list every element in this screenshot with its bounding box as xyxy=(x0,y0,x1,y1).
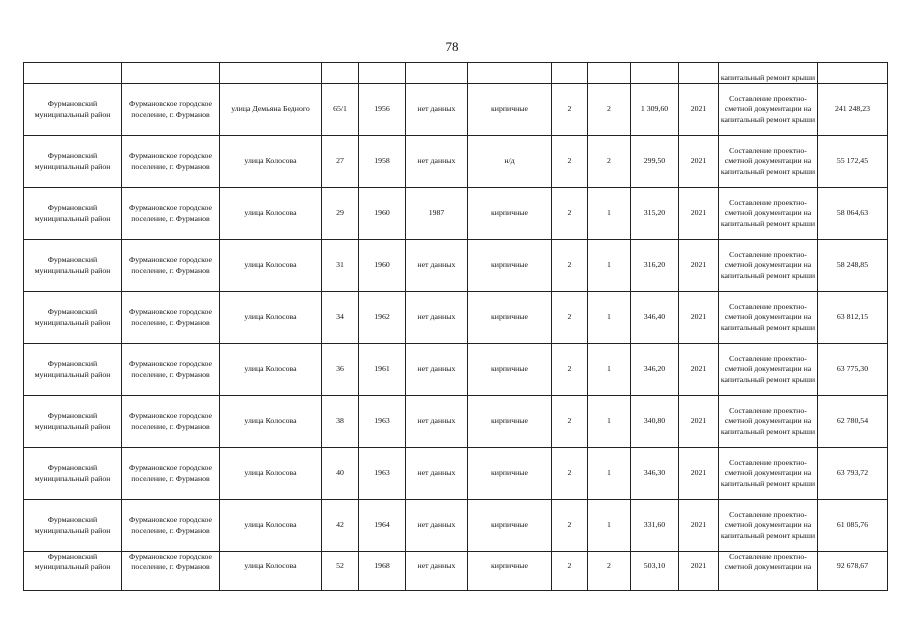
table-row xyxy=(24,448,888,500)
cell-last-repair: нет данных xyxy=(406,84,468,136)
table-row-continued xyxy=(24,63,888,84)
cell-wall-material xyxy=(468,63,552,84)
cell-plan-year: 2021 xyxy=(679,448,719,500)
cell-settlement: Фурмановское городское поселение, г. Фурманов xyxy=(122,344,220,396)
table-row xyxy=(24,240,888,292)
cell-cost: 58 064,63 xyxy=(818,188,888,240)
cell-district: Фурмановский муниципальный район xyxy=(24,84,122,136)
cell-cost: 241 248,23 xyxy=(818,84,888,136)
cell-wall-material: кирпичные xyxy=(468,188,552,240)
cell-last-repair: нет данных xyxy=(406,396,468,448)
cell-floors: 2 xyxy=(552,136,588,188)
table-row xyxy=(24,84,888,136)
cell-wall-material: кирпичные xyxy=(468,292,552,344)
cell-house: 27 xyxy=(322,136,359,188)
cell-settlement: Фурмановское городское поселение, г. Фурманов xyxy=(122,188,220,240)
cell-house: 38 xyxy=(322,396,359,448)
cell-floors: 2 xyxy=(552,292,588,344)
table-row xyxy=(24,500,888,552)
cell-work-type: Составление проектно-сметной документации на капитальный ремонт крыши xyxy=(719,136,818,188)
cell-area: 340,80 xyxy=(631,396,679,448)
cell-entrances: 2 xyxy=(588,552,631,591)
cell-entrances: 2 xyxy=(588,84,631,136)
cell-cost: 63 812,15 xyxy=(818,292,888,344)
cell-year-built: 1958 xyxy=(359,136,406,188)
cell-last-repair: нет данных xyxy=(406,552,468,591)
cell-area: 346,20 xyxy=(631,344,679,396)
cell-area: 1 309,60 xyxy=(631,84,679,136)
table-row xyxy=(24,136,888,188)
cell-cost: 92 678,67 xyxy=(818,552,888,591)
cell-area: 315,20 xyxy=(631,188,679,240)
table-body xyxy=(24,63,888,591)
cell-wall-material: кирпичные xyxy=(468,344,552,396)
cell-district: Фурмановский муниципальный район xyxy=(24,396,122,448)
cell-cost: 58 248,85 xyxy=(818,240,888,292)
cell-work-type: Составление проектно-сметной документации на капитальный ремонт крыши xyxy=(719,500,818,552)
cell-floors: 2 xyxy=(552,240,588,292)
cell-entrances: 1 xyxy=(588,240,631,292)
cell-street: улица Колосова xyxy=(220,136,322,188)
cell-entrances: 1 xyxy=(588,500,631,552)
cell-cost: 55 172,45 xyxy=(818,136,888,188)
table-row xyxy=(24,188,888,240)
cell-settlement: Фурмановское городское поселение, г. Фурманов xyxy=(122,84,220,136)
cell-work-type: Составление проектно-сметной документации на капитальный ремонт крыши xyxy=(719,292,818,344)
cell-area: 299,50 xyxy=(631,136,679,188)
cell-year-built: 1963 xyxy=(359,396,406,448)
cell-plan-year: 2021 xyxy=(679,292,719,344)
cell-area: 503,10 xyxy=(631,552,679,591)
cell-plan-year: 2021 xyxy=(679,344,719,396)
cell-street: улица Демьяна Бедного xyxy=(220,84,322,136)
cell-year-built: 1960 xyxy=(359,240,406,292)
cell-house: 52 xyxy=(322,552,359,591)
cell-wall-material: кирпичные xyxy=(468,240,552,292)
cell-street xyxy=(220,63,322,84)
table-row xyxy=(24,292,888,344)
cell-district: Фурмановский муниципальный район xyxy=(24,188,122,240)
cell-work-type: Составление проектно-сметной документации на капитальный ремонт крыши xyxy=(719,448,818,500)
cell-settlement: Фурмановское городское поселение, г. Фурманов xyxy=(122,396,220,448)
cell-street: улица Колосова xyxy=(220,188,322,240)
cell-last-repair: нет данных xyxy=(406,344,468,396)
cell-district: Фурмановский муниципальный район xyxy=(24,448,122,500)
cell-street: улица Колосова xyxy=(220,292,322,344)
cell-area: 316,20 xyxy=(631,240,679,292)
cell-wall-material: кирпичные xyxy=(468,84,552,136)
cell-street: улица Колосова xyxy=(220,344,322,396)
cell-year-built xyxy=(359,63,406,84)
cell-cost: 62 780,54 xyxy=(818,396,888,448)
cell-street: улица Колосова xyxy=(220,396,322,448)
cell-year-built: 1963 xyxy=(359,448,406,500)
housing-register-table xyxy=(23,62,888,591)
cell-cost: 63 775,30 xyxy=(818,344,888,396)
cell-house: 36 xyxy=(322,344,359,396)
cell-entrances: 1 xyxy=(588,396,631,448)
cell-year-built: 1962 xyxy=(359,292,406,344)
cell-house: 31 xyxy=(322,240,359,292)
cell-floors: 2 xyxy=(552,500,588,552)
cell-last-repair xyxy=(406,63,468,84)
cell-year-built: 1960 xyxy=(359,188,406,240)
cell-entrances: 1 xyxy=(588,344,631,396)
cell-district: Фурмановский муниципальный район xyxy=(24,240,122,292)
cell-work-type: Составление проектно-сметной документации на капитальный ремонт крыши xyxy=(719,188,818,240)
table-row xyxy=(24,552,888,591)
cell-entrances: 1 xyxy=(588,188,631,240)
cell-settlement: Фурмановское городское поселение, г. Фурманов xyxy=(122,136,220,188)
cell-settlement: Фурмановское городское поселение, г. Фурманов xyxy=(122,448,220,500)
cell-area xyxy=(631,63,679,84)
cell-floors xyxy=(552,63,588,84)
cell-plan-year: 2021 xyxy=(679,188,719,240)
cell-settlement: Фурмановское городское поселение, г. Фурманов xyxy=(122,240,220,292)
cell-year-built: 1956 xyxy=(359,84,406,136)
cell-last-repair: нет данных xyxy=(406,292,468,344)
cell-work-type: Составление проектно-сметной документации на капитальный ремонт крыши xyxy=(719,396,818,448)
table-row xyxy=(24,344,888,396)
cell-settlement: Фурмановское городское поселение, г. Фурманов xyxy=(122,552,220,591)
cell-street: улица Колосова xyxy=(220,448,322,500)
cell-house: 42 xyxy=(322,500,359,552)
cell-last-repair: 1987 xyxy=(406,188,468,240)
cell-last-repair: нет данных xyxy=(406,136,468,188)
cell-entrances: 1 xyxy=(588,292,631,344)
cell-district: Фурмановский муниципальный район xyxy=(24,344,122,396)
cell-wall-material: н/д xyxy=(468,136,552,188)
cell-plan-year: 2021 xyxy=(679,396,719,448)
cell-plan-year xyxy=(679,63,719,84)
cell-house: 40 xyxy=(322,448,359,500)
cell-house: 65/1 xyxy=(322,84,359,136)
cell-last-repair: нет данных xyxy=(406,500,468,552)
cell-district: Фурмановский муниципальный район xyxy=(24,552,122,591)
cell-last-repair: нет данных xyxy=(406,448,468,500)
cell-floors: 2 xyxy=(552,552,588,591)
cell-plan-year: 2021 xyxy=(679,500,719,552)
cell-house: 34 xyxy=(322,292,359,344)
cell-plan-year: 2021 xyxy=(679,240,719,292)
cell-area: 346,40 xyxy=(631,292,679,344)
page-number: 78 xyxy=(445,39,459,54)
cell-year-built: 1968 xyxy=(359,552,406,591)
cell-cost xyxy=(818,63,888,84)
cell-area: 331,60 xyxy=(631,500,679,552)
cell-work-type: Составление проектно-сметной документации на капитальный ремонт крыши xyxy=(719,344,818,396)
cell-cost: 61 085,76 xyxy=(818,500,888,552)
cell-wall-material: кирпичные xyxy=(468,448,552,500)
cell-house: 29 xyxy=(322,188,359,240)
cell-wall-material: кирпичные xyxy=(468,500,552,552)
cell-work-type: Составление проектно-сметной документации на капитальный ремонт крыши xyxy=(719,84,818,136)
cell-last-repair: нет данных xyxy=(406,240,468,292)
cell-house xyxy=(322,63,359,84)
cell-wall-material: кирпичные xyxy=(468,552,552,591)
cell-plan-year: 2021 xyxy=(679,84,719,136)
cell-floors: 2 xyxy=(552,84,588,136)
cell-year-built: 1961 xyxy=(359,344,406,396)
cell-district: Фурмановский муниципальный район xyxy=(24,292,122,344)
cell-street: улица Колосова xyxy=(220,552,322,591)
cell-floors: 2 xyxy=(552,396,588,448)
cell-work-type: Составление проектно-сметной документации на xyxy=(719,552,818,591)
cell-street: улица Колосова xyxy=(220,240,322,292)
cell-cost: 63 793,72 xyxy=(818,448,888,500)
cell-work-type: капитальный ремонт крыши xyxy=(719,63,818,84)
cell-district: Фурмановский муниципальный район xyxy=(24,500,122,552)
table-row xyxy=(24,396,888,448)
cell-work-type: Составление проектно-сметной документации на капитальный ремонт крыши xyxy=(719,240,818,292)
cell-district: Фурмановский муниципальный район xyxy=(24,136,122,188)
cell-year-built: 1964 xyxy=(359,500,406,552)
cell-area: 346,30 xyxy=(631,448,679,500)
cell-floors: 2 xyxy=(552,448,588,500)
cell-wall-material: кирпичные xyxy=(468,396,552,448)
cell-settlement: Фурмановское городское поселение, г. Фурманов xyxy=(122,500,220,552)
cell-settlement xyxy=(122,63,220,84)
cell-plan-year: 2021 xyxy=(679,552,719,591)
cell-plan-year: 2021 xyxy=(679,136,719,188)
cell-entrances: 1 xyxy=(588,448,631,500)
cell-settlement: Фурмановское городское поселение, г. Фурманов xyxy=(122,292,220,344)
cell-district xyxy=(24,63,122,84)
cell-street: улица Колосова xyxy=(220,500,322,552)
cell-entrances: 2 xyxy=(588,136,631,188)
cell-entrances xyxy=(588,63,631,84)
cell-floors: 2 xyxy=(552,344,588,396)
cell-floors: 2 xyxy=(552,188,588,240)
